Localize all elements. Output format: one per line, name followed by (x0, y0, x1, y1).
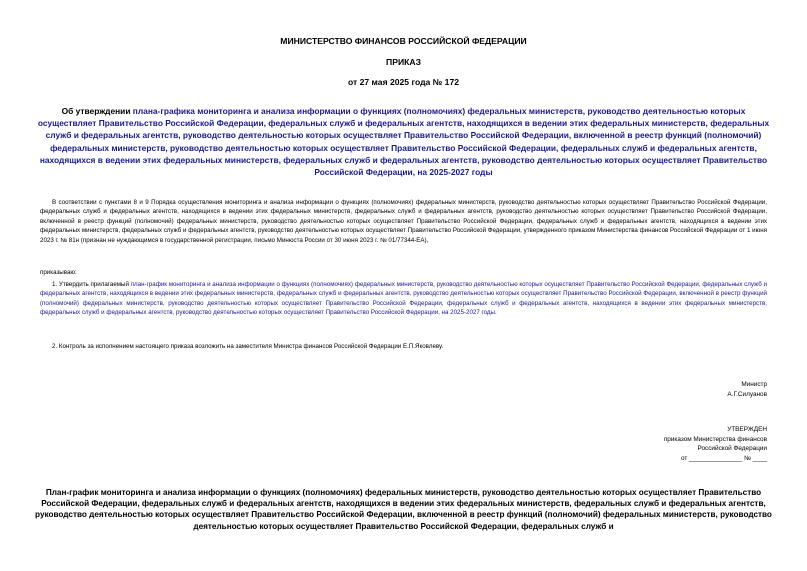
preamble-paragraph: В соответствии с пунктами 8 и 9 Порядка осуществления мониторинга и анализа информации о функциях (полномочиях) федеральных министерств, руководство деятельностью которых осуществляет Правительство Российской Федерации, федеральных служб и федеральных агентств, находящихся в ведении этих федеральных министерств, федеральных служб и федеральных агентств, руководство деятельностью которых осуществляет Правительство Российской Федерации, включенной в реестр функций (полномочий) федеральных министерств, руководство деятельностью которых осуществляет Правительство Российской Федерации, федеральных служб и федеральных агентств, находящихся в ведении этих федеральных министерств, федеральных служб и федеральных агентств, руководство деятельностью которых осуществляет Правительство Российской Федерации, утвержденного приказом Министерства финансов Российской Федерации от 1 июня 2023 г. № 81н (признан не нуждающимся в государственной регистрации, письмо Минюста России от 30 июня 2023 г. № 01/77344-ЕА), (40, 199, 767, 244)
signature-block (727, 380, 767, 399)
document-type: ПРИКАЗ (386, 57, 421, 67)
order-title-prefix: Об утверждении (61, 106, 133, 116)
order-item-1-prefix: 1. Утвердить прилагаемый (52, 281, 131, 288)
order-item-2: 2. Контроль за исполнением настоящего приказа возложить на заместителя Министра финансов Российской Федерации Е.П.Яковлеву. (52, 343, 444, 350)
order-title (36, 105, 771, 178)
signature-position: Министр (741, 381, 767, 388)
order-item-1 (40, 280, 767, 318)
order-item-1-link[interactable]: план-график мониторинга и анализа информации о функциях (полномочиях) федеральных министерств, руководство деятельностью которых осуществляет Правительство Российской Федерации, федеральных служб и федеральных агентств, находящихся в ведении этих федеральных министерств, федеральных служб и федеральных агентств, руководство деятельностью которых осуществляет Правительство Российской Федерации, включенной в реестр функций (полномочий) федеральных министерств, руководство деятельностью которых осуществляет Правительство Российской Федерации, федеральных служб и федеральных агентств, находящихся в ведении этих федеральных министерств, федеральных служб и федеральных агентств, руководство деятельностью которых осуществляет Правительство Российской Федерации, на 2025-2027 годы (40, 281, 768, 317)
approval-line-4: от _______________ № ____ (680, 454, 767, 462)
signature-name: А.Г.Силуанов (727, 390, 767, 398)
ministry-heading: МИНИСТЕРСТВО ФИНАНСОВ РОССИЙСКОЙ ФЕДЕРАЦИИ (280, 36, 527, 46)
order-title-link[interactable]: плана-графика мониторинга и анализа информации о функциях (полномочиях) федеральных министерств, руководство деятельностью которых осуществляет Правительство Российской Федерации, федеральных служб и федеральных агентств, находящихся в ведении этих федеральных министерств, федеральных служб и федеральных агентств, руководство деятельностью которых осуществляет Правительство Российской Федерации, включенной в реестр функций (полномочий) федеральных министерств, руководство деятельностью которых осуществляет Правительство Российской Федерации, федеральных служб и федеральных агентств, находящихся в ведении этих федеральных министерств, федеральных служб и федеральных агентств, руководство деятельностью которых осуществляет Правительство Российской Федерации, на 2025-2027 годы (37, 106, 770, 178)
approval-line-2: приказом Министерства финансов (663, 435, 767, 443)
approval-line-1: УТВЕРЖДЕН (727, 426, 767, 433)
approval-block (664, 425, 767, 463)
approval-line-3: Российской Федерации (697, 445, 767, 453)
document-date-number: от 27 мая 2025 года № 172 (347, 77, 460, 87)
order-item-1-suffix: . (494, 309, 497, 317)
appendix-title: План-график мониторинга и анализа информации о функциях (полномочиях) федеральных министерств, руководство деятельностью которых осуществляет Правительство Российской Федерации, федеральных служб и федеральных агентств, находящихся в ведении этих федеральных министерств, федеральных служб и федеральных агентств, руководство деятельностью которых осуществляет Правительство Российской Федерации, включенной в реестр функций (полномочий) федеральных министерств, руководство деятельностью которых осуществляет Правительство Российской Федерации, федеральных служб и (35, 488, 772, 531)
order-word: приказываю: (40, 269, 77, 276)
